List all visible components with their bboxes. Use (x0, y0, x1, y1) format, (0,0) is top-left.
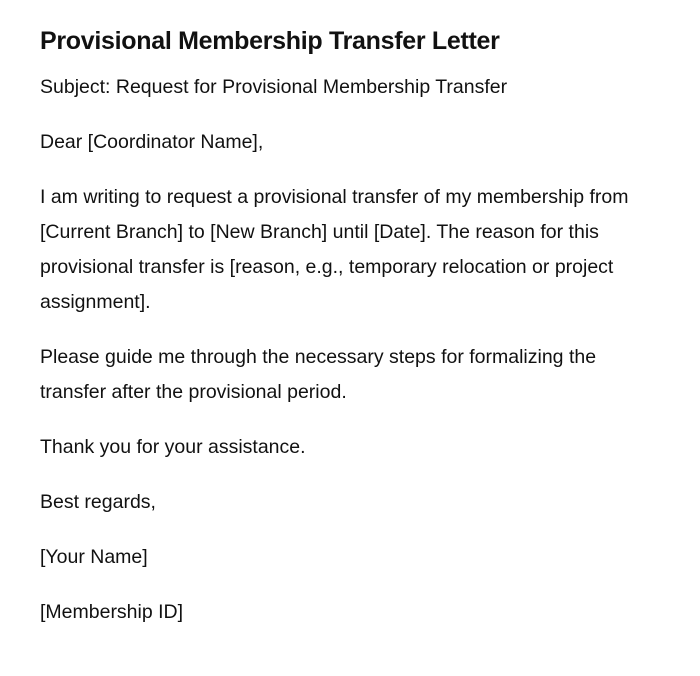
body-paragraph: Please guide me through the necessary steps for formalizing the transfer after the provisional period. (40, 346, 597, 403)
body-paragraph: Thank you for your assistance. (40, 436, 306, 458)
signature-name: [Your Name] (40, 546, 148, 568)
letter (40, 26, 660, 650)
closing: Best regards, (40, 491, 156, 513)
subject-line: Subject: Request for Provisional Membership Transfer (40, 76, 508, 98)
greeting: Dear [Coordinator Name], (40, 131, 264, 153)
membership-id: [Membership ID] (40, 601, 184, 623)
body-paragraph: I am writing to request a provisional transfer of my membership from [Current Branch] to [New Branch] until [Date]. The reason for this provisional transfer is [reason, e.g., temporary relocation or project assignment]. (40, 186, 629, 313)
letter-title: Provisional Membership Transfer Letter (40, 27, 500, 55)
